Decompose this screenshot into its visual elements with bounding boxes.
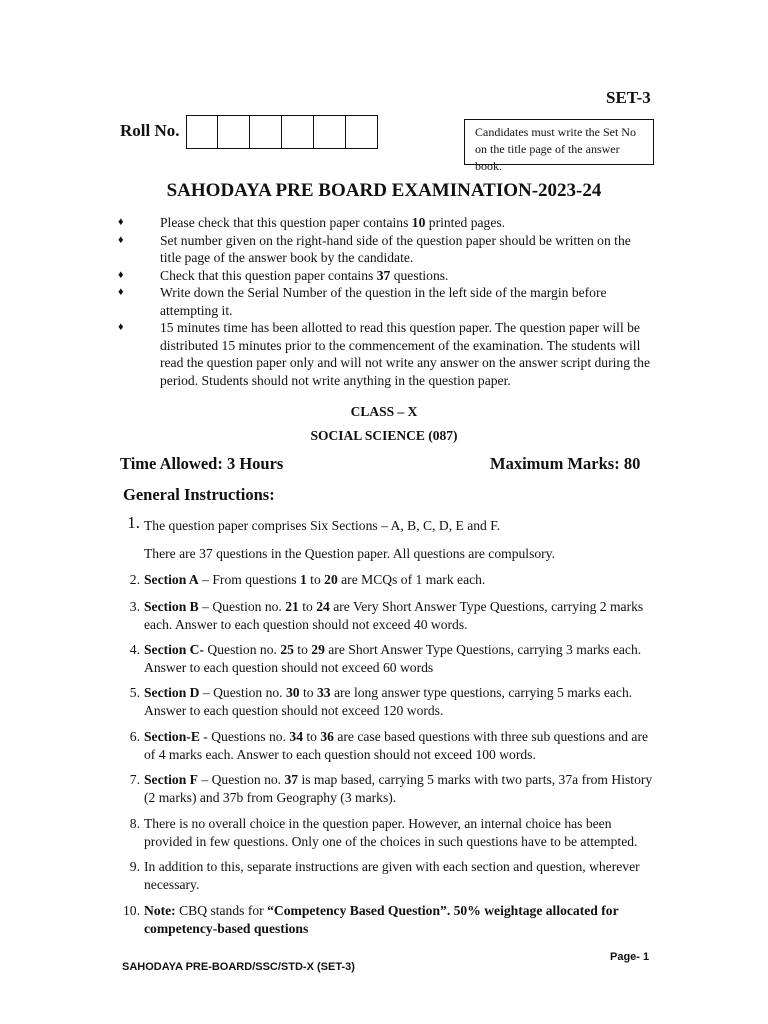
instruction-number: 10.: [123, 903, 140, 918]
instruction-text: In addition to this, separate instructions are given with each section and question, wherever necessary.: [144, 859, 640, 892]
checklist-item: ♦ 15 minutes time has been allotted to read this question paper. The question paper will be distributed 15 minutes prior to the commencement of the examination. The students will read the question paper only and will not write any answer on the answer script during the period. Students should not write anything in the question paper.: [118, 320, 650, 388]
exam-title: SAHODAYA PRE BOARD EXAMINATION-2023-24: [166, 180, 602, 201]
instruction-item: [114, 902, 654, 937]
roll-number-box: [218, 115, 250, 149]
preliminary-checklist: [118, 214, 654, 389]
instruction-text: Section F – Question no. 37 is map based, carrying 5 marks with two parts, 37a from History (2 marks) and 37b from Geography (3 marks).: [144, 772, 653, 805]
instruction-item: [114, 858, 654, 893]
instruction-text: The question paper comprises Six Sections – A, B, C, D, E and F.: [144, 518, 501, 533]
instruction-item: [114, 598, 654, 633]
roll-number-boxes: [186, 115, 378, 149]
instruction-number: 5.: [129, 685, 140, 700]
set-note-box: Candidates must write the Set No on the title page of the answer book.: [464, 119, 654, 165]
diamond-bullet-icon: ♦: [118, 286, 124, 298]
instruction-text: There are 37 questions in the Question paper. All questions are compulsory.: [144, 546, 555, 561]
checklist-item: ♦ Please check that this question paper contains 10 printed pages.: [118, 215, 506, 230]
roll-number-box: [250, 115, 282, 149]
instruction-item: [114, 513, 654, 535]
instruction-number: 9.: [129, 859, 140, 874]
instruction-text: Section B – Question no. 21 to 24 are Very Short Answer Type Questions, carrying 2 marks each. Answer to each question should not exceed 40 words.: [144, 599, 644, 632]
instruction-number: 3.: [129, 599, 140, 614]
footer-paper-code: SAHODAYA PRE-BOARD/SSC/STD-X (SET-3): [122, 961, 355, 973]
instruction-number: 1.: [127, 513, 140, 532]
subject-line: SOCIAL SCIENCE (087): [310, 428, 458, 443]
instruction-text: Note: CBQ stands for “Competency Based Question”. 50% weightage allocated for competency-based questions: [144, 903, 619, 936]
checklist-item: ♦ Set number given on the right-hand side of the question paper should be written on the title page of the answer book by the candidate.: [118, 232, 631, 265]
footer-page-number: Page- 1: [610, 951, 650, 963]
instruction-text: There is no overall choice in the question paper. However, an internal choice has been provided in few questions. Only one of the choices in such questions have to be attempted.: [144, 816, 638, 849]
instruction-text: Section A – From questions 1 to 20 are MCQs of 1 mark each.: [144, 572, 486, 587]
instruction-number: 7.: [129, 772, 140, 787]
instruction-number: 2.: [129, 572, 140, 587]
diamond-bullet-icon: ♦: [118, 216, 124, 228]
instruction-item: [114, 571, 654, 589]
time-allowed: Time Allowed: 3 Hours: [120, 454, 284, 473]
checklist-item: ♦ Write down the Serial Number of the question in the left side of the margin before attempting it.: [118, 285, 607, 318]
roll-number-label: Roll No.: [120, 121, 180, 140]
roll-number-box: [346, 115, 378, 149]
instruction-item: [114, 684, 654, 719]
instruction-item: [114, 815, 654, 850]
set-number: SET-3: [606, 88, 651, 107]
instruction-number: 8.: [129, 816, 140, 831]
instruction-item: [114, 771, 654, 806]
instruction-text: Section C- Question no. 25 to 29 are Short Answer Type Questions, carrying 3 marks each. Answer to each question should not exceed 60 words: [144, 642, 642, 675]
checklist-item: ♦ Check that this question paper contains 37 questions.: [118, 267, 449, 283]
roll-number-box: [314, 115, 346, 149]
instruction-item: [114, 545, 654, 563]
instruction-item: [114, 641, 654, 676]
instruction-text: Section D – Question no. 30 to 33 are long answer type questions, carrying 5 marks each. Answer to each question should not exceed 120 words.: [144, 685, 633, 718]
diamond-bullet-icon: ♦: [118, 233, 124, 246]
class-line: CLASS – X: [350, 404, 418, 419]
instruction-number: 4.: [129, 642, 140, 657]
roll-number-box: [186, 115, 218, 149]
general-instructions-heading: General Instructions:: [123, 485, 275, 504]
instruction-number: 6.: [129, 729, 140, 744]
maximum-marks: Maximum Marks: 80: [490, 454, 641, 473]
diamond-bullet-icon: ♦: [118, 321, 124, 333]
instruction-item: [114, 728, 654, 763]
diamond-bullet-icon: ♦: [118, 268, 124, 281]
instruction-text: Section-E - Questions no. 34 to 36 are case based questions with three sub questions and are of 4 marks each. Answer to each question should not exceed 100 words.: [144, 729, 649, 762]
roll-number-box: [282, 115, 314, 149]
